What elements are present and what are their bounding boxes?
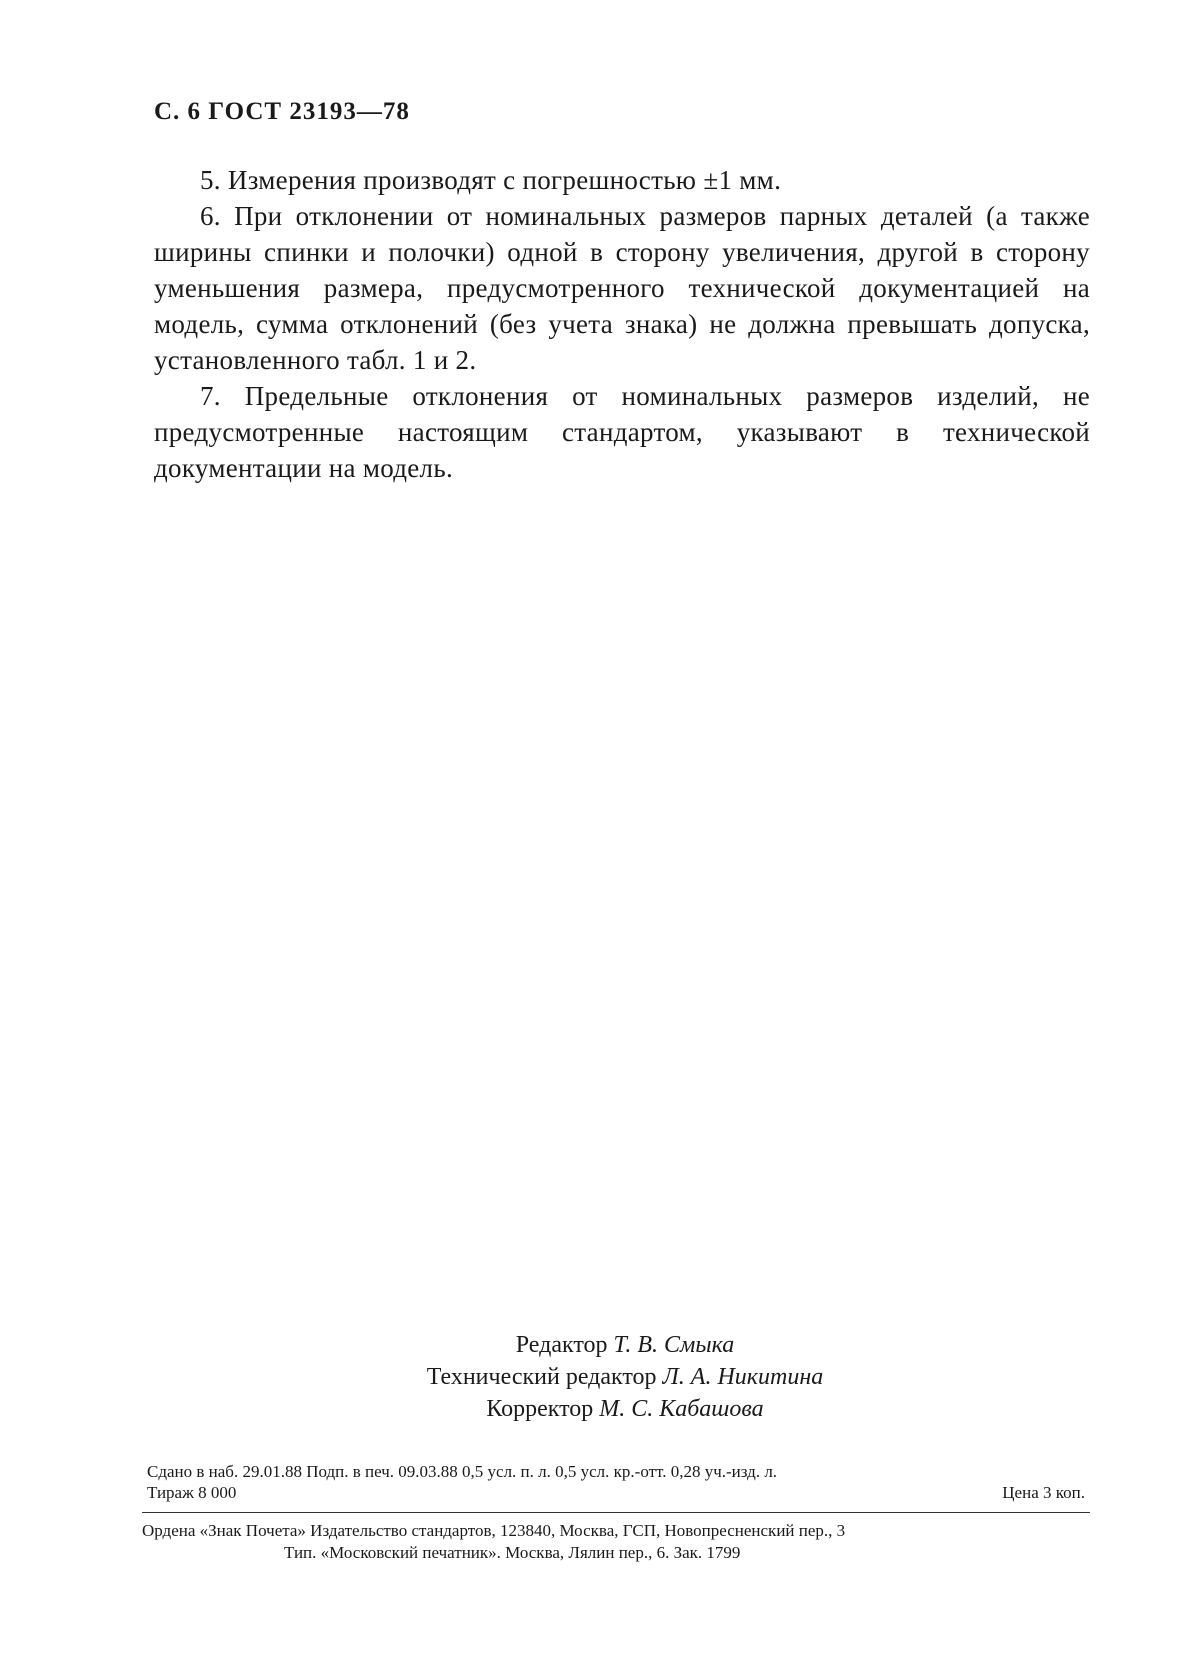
publisher-line: Ордена «Знак Почета» Издательство стандартов, 123840, Москва, ГСП, Новопресненский пер., 3 xyxy=(142,1521,846,1540)
paragraph-7: 7. Предельные отклонения от номинальных размеров изделий, не предусмотренные настоящим стандартом, указывают в технической документации на модель. xyxy=(154,381,1090,483)
footer-divider xyxy=(142,1512,1090,1513)
credit-tech-editor xyxy=(300,1361,950,1393)
credits-block xyxy=(300,1329,950,1425)
imprint-print-run: Тираж 8 000 xyxy=(147,1483,237,1502)
credit-editor-role: Редактор xyxy=(515,1332,608,1358)
imprint-price: Цена 3 коп. xyxy=(1002,1483,1085,1502)
imprint-dates: Сдано в наб. 29.01.88 Подп. в печ. 09.03.88 0,5 усл. п. л. 0,5 усл. кр.-отт. 0,28 уч.-изд. л. xyxy=(147,1462,778,1481)
page-header: С. 6 ГОСТ 23193—78 xyxy=(154,98,410,125)
credit-tech-editor-role: Технический редактор xyxy=(426,1364,657,1390)
paragraph-6: 6. При отклонении от номинальных размеров парных деталей (а также ширины спинки и полочки) одной в сторону увеличения, другой в сторону уменьшения размера, предусмотренного технической документацией на модель, сумма отклонений (без учета знака) не должна превышать допуска, установленного табл. 1 и 2. xyxy=(154,201,1090,375)
imprint-run-price xyxy=(147,1482,1085,1503)
credit-tech-editor-name: Л. А. Никитина xyxy=(662,1364,824,1390)
credit-corrector xyxy=(300,1393,950,1425)
credit-corrector-role: Корректор xyxy=(486,1396,594,1422)
printer-line: Тип. «Московский печатник». Москва, Лялин пер., 6. Зак. 1799 xyxy=(284,1543,741,1562)
body-text xyxy=(154,162,1090,486)
paragraph-5: 5. Измерения производят с погрешностью ±1 мм. xyxy=(200,165,782,195)
publisher-block xyxy=(142,1520,1090,1564)
credit-editor xyxy=(300,1329,950,1361)
imprint-block xyxy=(147,1461,1085,1503)
credit-corrector-name: М. С. Кабашова xyxy=(599,1396,764,1422)
credit-editor-name: Т. В. Смыка xyxy=(613,1332,735,1358)
